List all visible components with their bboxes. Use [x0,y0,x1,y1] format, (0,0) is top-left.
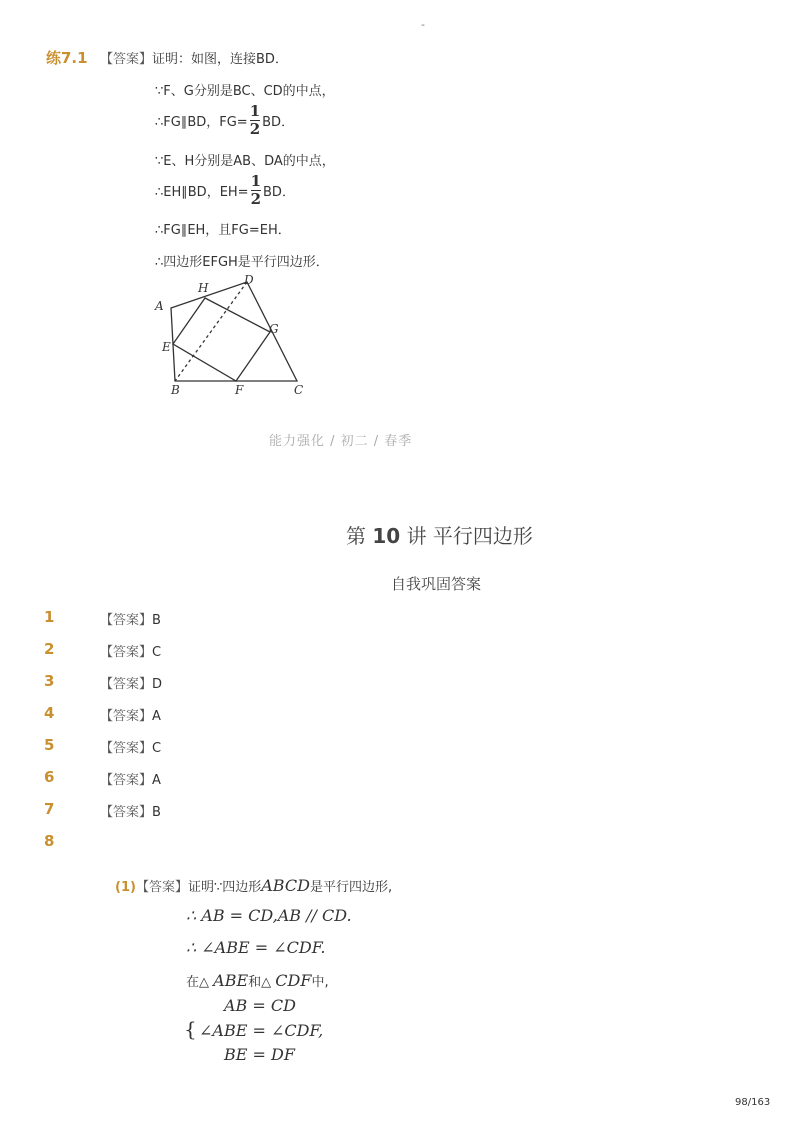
label-e: E [162,340,171,354]
answer-item [100,769,161,788]
answer-number: 4 [44,704,55,722]
system-brace: { [184,1017,197,1041]
label-d: D [244,273,254,287]
label-c: C [294,383,304,397]
answer-value: C [152,645,162,660]
proof-intro: 证明：如图，连接BD． [152,52,288,67]
proof-text: BD． [263,185,295,200]
proof-text: 和△ [248,975,276,990]
proof-line-2 [155,104,294,137]
lecture-topic: 讲 平行四边形 [406,524,533,548]
exercise-answer-header [100,48,288,67]
proof-line-1 [155,80,335,99]
proof-text: 是平行四边形, [309,880,393,895]
proof-line-4 [155,174,295,207]
condition-2: ∠ABE = ∠CDF, [199,1021,324,1040]
fraction-half [251,174,261,207]
q8-part1-header [115,876,392,895]
answer-number: 5 [44,736,55,754]
label-g: G [269,322,279,336]
answer-value: B [152,613,161,628]
math-line-1: ∴ AB = CD,AB // CD. [186,906,352,925]
fraction-numerator: 1 [250,172,262,190]
proof-line-5 [155,219,291,238]
label-f: F [235,383,244,397]
answer-value: D [152,677,163,692]
math-line-2: ∴ ∠ABE = ∠CDF. [186,938,326,957]
label-h: H [198,281,209,295]
proof-text: ∴FG∥EH，且FG=EH． [155,223,291,238]
proof-text: ∵E、H分别是AB、DA的中点， [155,154,335,169]
answer-item [100,609,161,628]
exercise-label: 练7.1 [46,49,88,67]
answer-bracket: 【答案】 [100,677,153,692]
answer-item [100,673,162,692]
answer-number: 3 [44,672,55,690]
quadrilateral-figure [150,270,320,402]
proof-text: 证明∵ [187,880,223,895]
lecture-number: 10 [372,524,401,548]
answer-value: A [152,773,161,788]
proof-text: BD． [262,115,295,130]
answer-bracket: 【答案】 [100,773,153,788]
answer-number: 7 [44,800,55,818]
answer-number: 1 [44,608,55,626]
answer-bracket: 【答案】 [100,645,153,660]
proof-text: 四边形 [222,880,262,895]
fraction-numerator: 1 [249,102,261,120]
inner-quadrilateral-efgh [173,298,270,381]
answer-bracket: 【答案】 [135,880,188,895]
proof-text: 在△ [186,975,214,990]
answer-bracket: 【答案】 [100,805,153,820]
math-expression: CDF [275,971,312,990]
top-mark: - [421,18,425,31]
math-expression: ABE [213,971,249,990]
proof-text: ∴四边形EFGH是平行四边形． [155,255,329,270]
answer-item [100,801,161,820]
answer-bracket: 【答案】 [100,613,153,628]
answer-value: A [152,709,161,724]
answer-bracket: 【答案】 [100,741,153,756]
answer-value: B [152,805,161,820]
math-expression: ABCD [261,876,310,895]
condition-3: BE = DF [224,1045,295,1064]
proof-text: ∴EH∥BD，EH= [155,185,249,200]
answer-item [100,705,161,724]
fraction-half [250,104,260,137]
page-number: 98/163 [735,1097,771,1108]
proof-line-3 [155,150,335,169]
section-title: 自我巩固答案 [391,575,482,593]
proof-text: 中, [311,975,329,990]
answer-value: C [152,741,162,756]
proof-text: ∴FG∥BD，FG= [155,115,248,130]
answer-bracket: 【答案】 [100,52,153,67]
answer-number: 8 [44,832,55,850]
lecture-prefix: 第 [346,524,366,548]
page-footer-course: 能力强化 / 初二 / 春季 [269,434,413,449]
condition-1: AB = CD [224,996,296,1015]
label-a: A [155,299,164,313]
fraction-denominator: 2 [249,120,261,138]
triangle-intro-line [186,971,329,990]
answer-item [100,737,161,756]
proof-text: ∵F、G分别是BC、CD的中点， [155,84,335,99]
answer-item [100,641,161,660]
label-b: B [171,383,180,397]
answer-number: 6 [44,768,55,786]
answer-bracket: 【答案】 [100,709,153,724]
answer-number: 2 [44,640,55,658]
fraction-denominator: 2 [250,190,262,208]
sub-question-number: (1) [115,880,136,895]
proof-line-6 [155,251,329,270]
lecture-title [346,520,533,549]
